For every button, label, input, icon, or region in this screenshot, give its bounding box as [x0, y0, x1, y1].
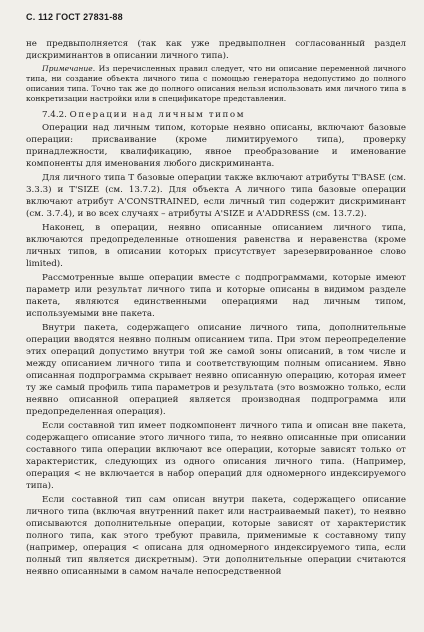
section-number: 7.4.2.	[42, 110, 67, 120]
paragraph-base-operations: Операции над личным типом, которые неявно описаны, включают базовые операции: присваивание (кроме лимитируемого типа), проверку принадлежности, квалификацию, явное преобразование и именование компоненты для именования любого дискриминанта.	[26, 123, 406, 169]
paragraph-equality: Наконец, в операции, неявно описанные описанием личного типа, включаются предопределенные отношения равенства и неравенства (кроме личных типов, в описании которых присутствует зарезервированное слово limited).	[26, 223, 406, 269]
note-text: Из перечисленных правил следует, что ни описание переменной личного типа, ни создание объекта личного типа с помощью генератора недопустимо до полного описания типа. Точно так же до полного описания нельзя использовать имя личного типа в конкретизации настройки или в спецификаторе представления.	[26, 64, 406, 103]
section-title: Операции над личным типом	[69, 110, 246, 120]
paragraph-package-operations: Внутри пакета, содержащего описание личного типа, дополнительные операции вводятся неявно полным описанием типа. При этом переопределение этих операций допустимо внутри той же самой зоны описаний, в том числе и между описанием личного типа и соответствующим полным описанием. Явно описанная подпрограмма скрывает неявно описанную операцию, которая имеет ту же самый профиль типа параметров и результата (это возможно только, если неявно описанной операцией является производная подпрограмма или предопределенная операция).	[26, 323, 406, 417]
paragraph-composite-inside: Если составной тип сам описан внутри пакета, содержащего описание личного типа (включая внутренний пакет или настраиваемый пакет), то неявно описываются дополнительные операции, которые зависят от характеристик полного типа, как этого требуют правила, применимые к составному типу (например, операция < описана для одномерного индексируемого типа, если полный тип является дискретным). Эти дополнительные операции считаются неявно описанными в самом начале непосредственной	[26, 495, 406, 577]
note-label: Примечание.	[42, 64, 96, 73]
page-header: С. 112 ГОСТ 27831-88	[26, 12, 123, 22]
section-heading	[26, 109, 406, 121]
paragraph-visible-operations: Рассмотренные выше операции вместе с подпрограммами, которые имеют параметр или результат личного типа и которые описаны в видимом разделе пакета, являются единственными операциями над личным типом, используемыми вне пакета.	[26, 273, 406, 319]
note	[26, 64, 406, 104]
paragraph-attributes: Для личного типа T базовые операции также включают атрибуты T'BASE (см. 3.3.3) и T'SIZE (см. 13.7.2). Для объекта A личного типа базовые операции включают атрибут A'CONSTRAINED, если личный тип содержит дискриминант (см. 3.7.4), и во всех случаях – атрибуты A'SIZE и A'ADDRESS (см. 13.7.2).	[26, 173, 406, 219]
paragraph-composite-outside: Если составной тип имеет подкомпонент личного типа и описан вне пакета, содержащего описание этого личного типа, то неявно описанные при описании составного типа операции включают все операции, которые зависят только от характеристик, следующих из одного описания личного типа. (Например, операция < не включается в набор операций для одномерного индексируемого типа).	[26, 421, 406, 491]
page-content	[26, 38, 406, 580]
paragraph-continued: не предвыполняется (так как уже предвыполнен согласованный раздел дискриминантов в описании личного типа).	[26, 39, 406, 61]
